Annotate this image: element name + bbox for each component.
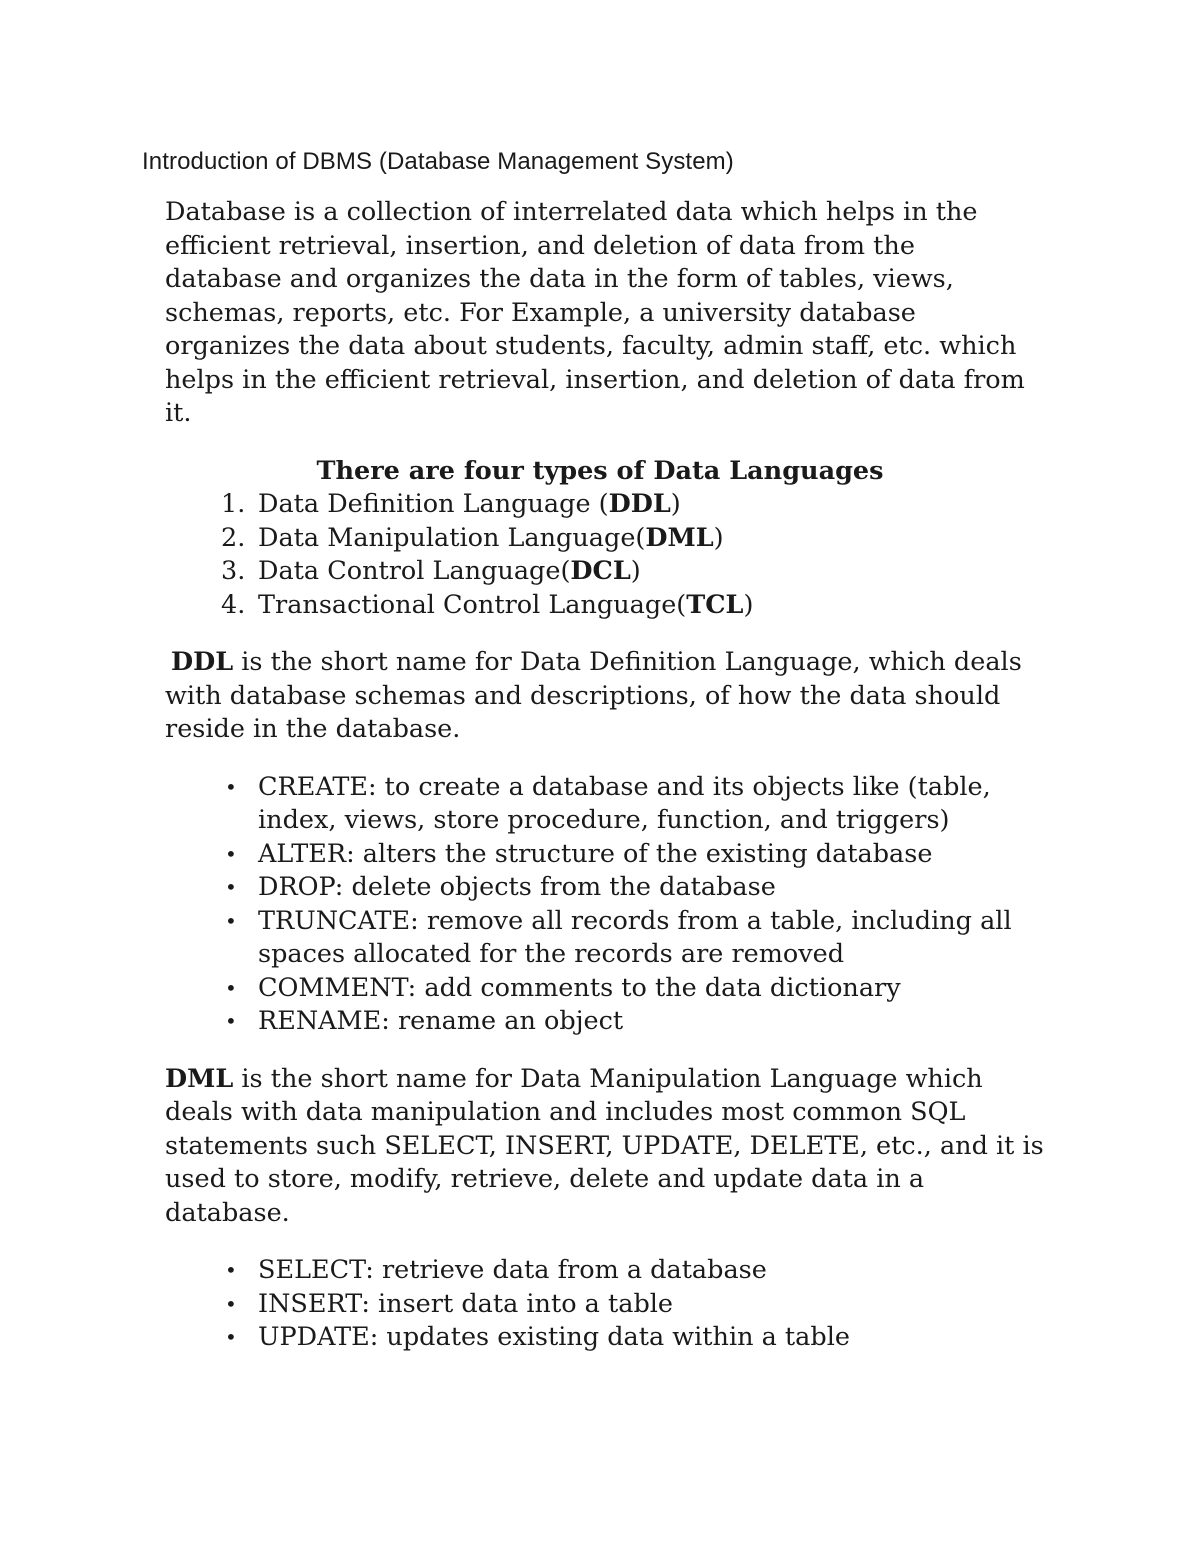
ddl-commands-list bbox=[165, 771, 1045, 1039]
list-item: • UPDATE: updates existing data within a table bbox=[165, 1321, 1018, 1355]
bullet-icon: • bbox=[225, 908, 237, 933]
bullet-icon: • bbox=[225, 875, 237, 899]
language-abbr: DCL bbox=[570, 556, 631, 586]
list-item: 3. Data Control Language(DCL) bbox=[165, 555, 1018, 589]
list-item: 1. Data Definition Language (DDL) bbox=[165, 488, 1018, 522]
list-item: • DROP: delete objects from the database bbox=[165, 871, 1018, 905]
dml-commands-list bbox=[165, 1254, 1045, 1355]
bullet-icon: • bbox=[225, 1258, 237, 1282]
languages-heading: There are four types of Data Languages bbox=[316, 455, 884, 486]
list-item: • TRUNCATE: remove all records from a table, including all spaces allocated for the records are removed bbox=[225, 905, 1012, 969]
bullet-icon: • bbox=[225, 975, 237, 1000]
bullet-icon: • bbox=[225, 1291, 237, 1316]
list-marker: 4. bbox=[221, 589, 246, 620]
list-item: • SELECT: retrieve data from a database bbox=[165, 1254, 1018, 1288]
list-item: 2. Data Manipulation Language(DML) bbox=[165, 522, 1018, 556]
bullet-icon: • bbox=[225, 774, 237, 799]
list-marker: 2. bbox=[221, 522, 246, 553]
list-item: • ALTER: alters the structure of the existing database bbox=[165, 838, 1018, 872]
language-abbr: DML bbox=[645, 522, 714, 553]
list-item: 4. Transactional Control Language(TCL) bbox=[165, 589, 1018, 623]
list-marker: 3. bbox=[221, 556, 246, 586]
list-item: • COMMENT: add comments to the data dictionary bbox=[165, 972, 1018, 1006]
list-item: • CREATE: to create a database and its objects like (table, index, views, store procedure, function, and triggers) bbox=[225, 771, 991, 835]
language-abbr: DDL bbox=[608, 489, 671, 519]
bullet-icon: • bbox=[225, 1325, 237, 1349]
bullet-icon: • bbox=[225, 841, 237, 866]
languages-list bbox=[165, 488, 1045, 622]
ddl-paragraph: DDL is the short name for Data Definition Language, which deals with database schemas and descriptions, of how the data should reside in the database. bbox=[165, 647, 1022, 744]
bullet-icon: • bbox=[225, 1009, 237, 1033]
dml-paragraph: DML is the short name for Data Manipulation Language which deals with data manipulation and includes most common SQL statements such SELECT, INSERT, UPDATE, DELETE, etc., and it is used to store, modify, retrieve, delete and update data in a database. bbox=[165, 1063, 1044, 1228]
language-abbr: TCL bbox=[686, 589, 744, 620]
list-item: • INSERT: insert data into a table bbox=[165, 1288, 1018, 1322]
intro-paragraph: Database is a collection of interrelated data which helps in the efficient retrieval, insertion, and deletion of data from the database and organizes the data in the form of tables, views, schemas, reports, etc. For Example, a university database organizes the data about students, faculty, admin staff, etc. which helps in the efficient retrieval, insertion, and deletion of data from it. bbox=[165, 197, 1025, 428]
list-marker: 1. bbox=[221, 489, 246, 519]
dml-abbr: DML bbox=[165, 1063, 234, 1094]
document-body bbox=[165, 196, 1045, 1379]
list-item: • RENAME: rename an object bbox=[165, 1005, 1018, 1039]
ddl-abbr: DDL bbox=[171, 647, 234, 677]
document-title: Introduction of DBMS (Database Management System) bbox=[142, 148, 734, 175]
